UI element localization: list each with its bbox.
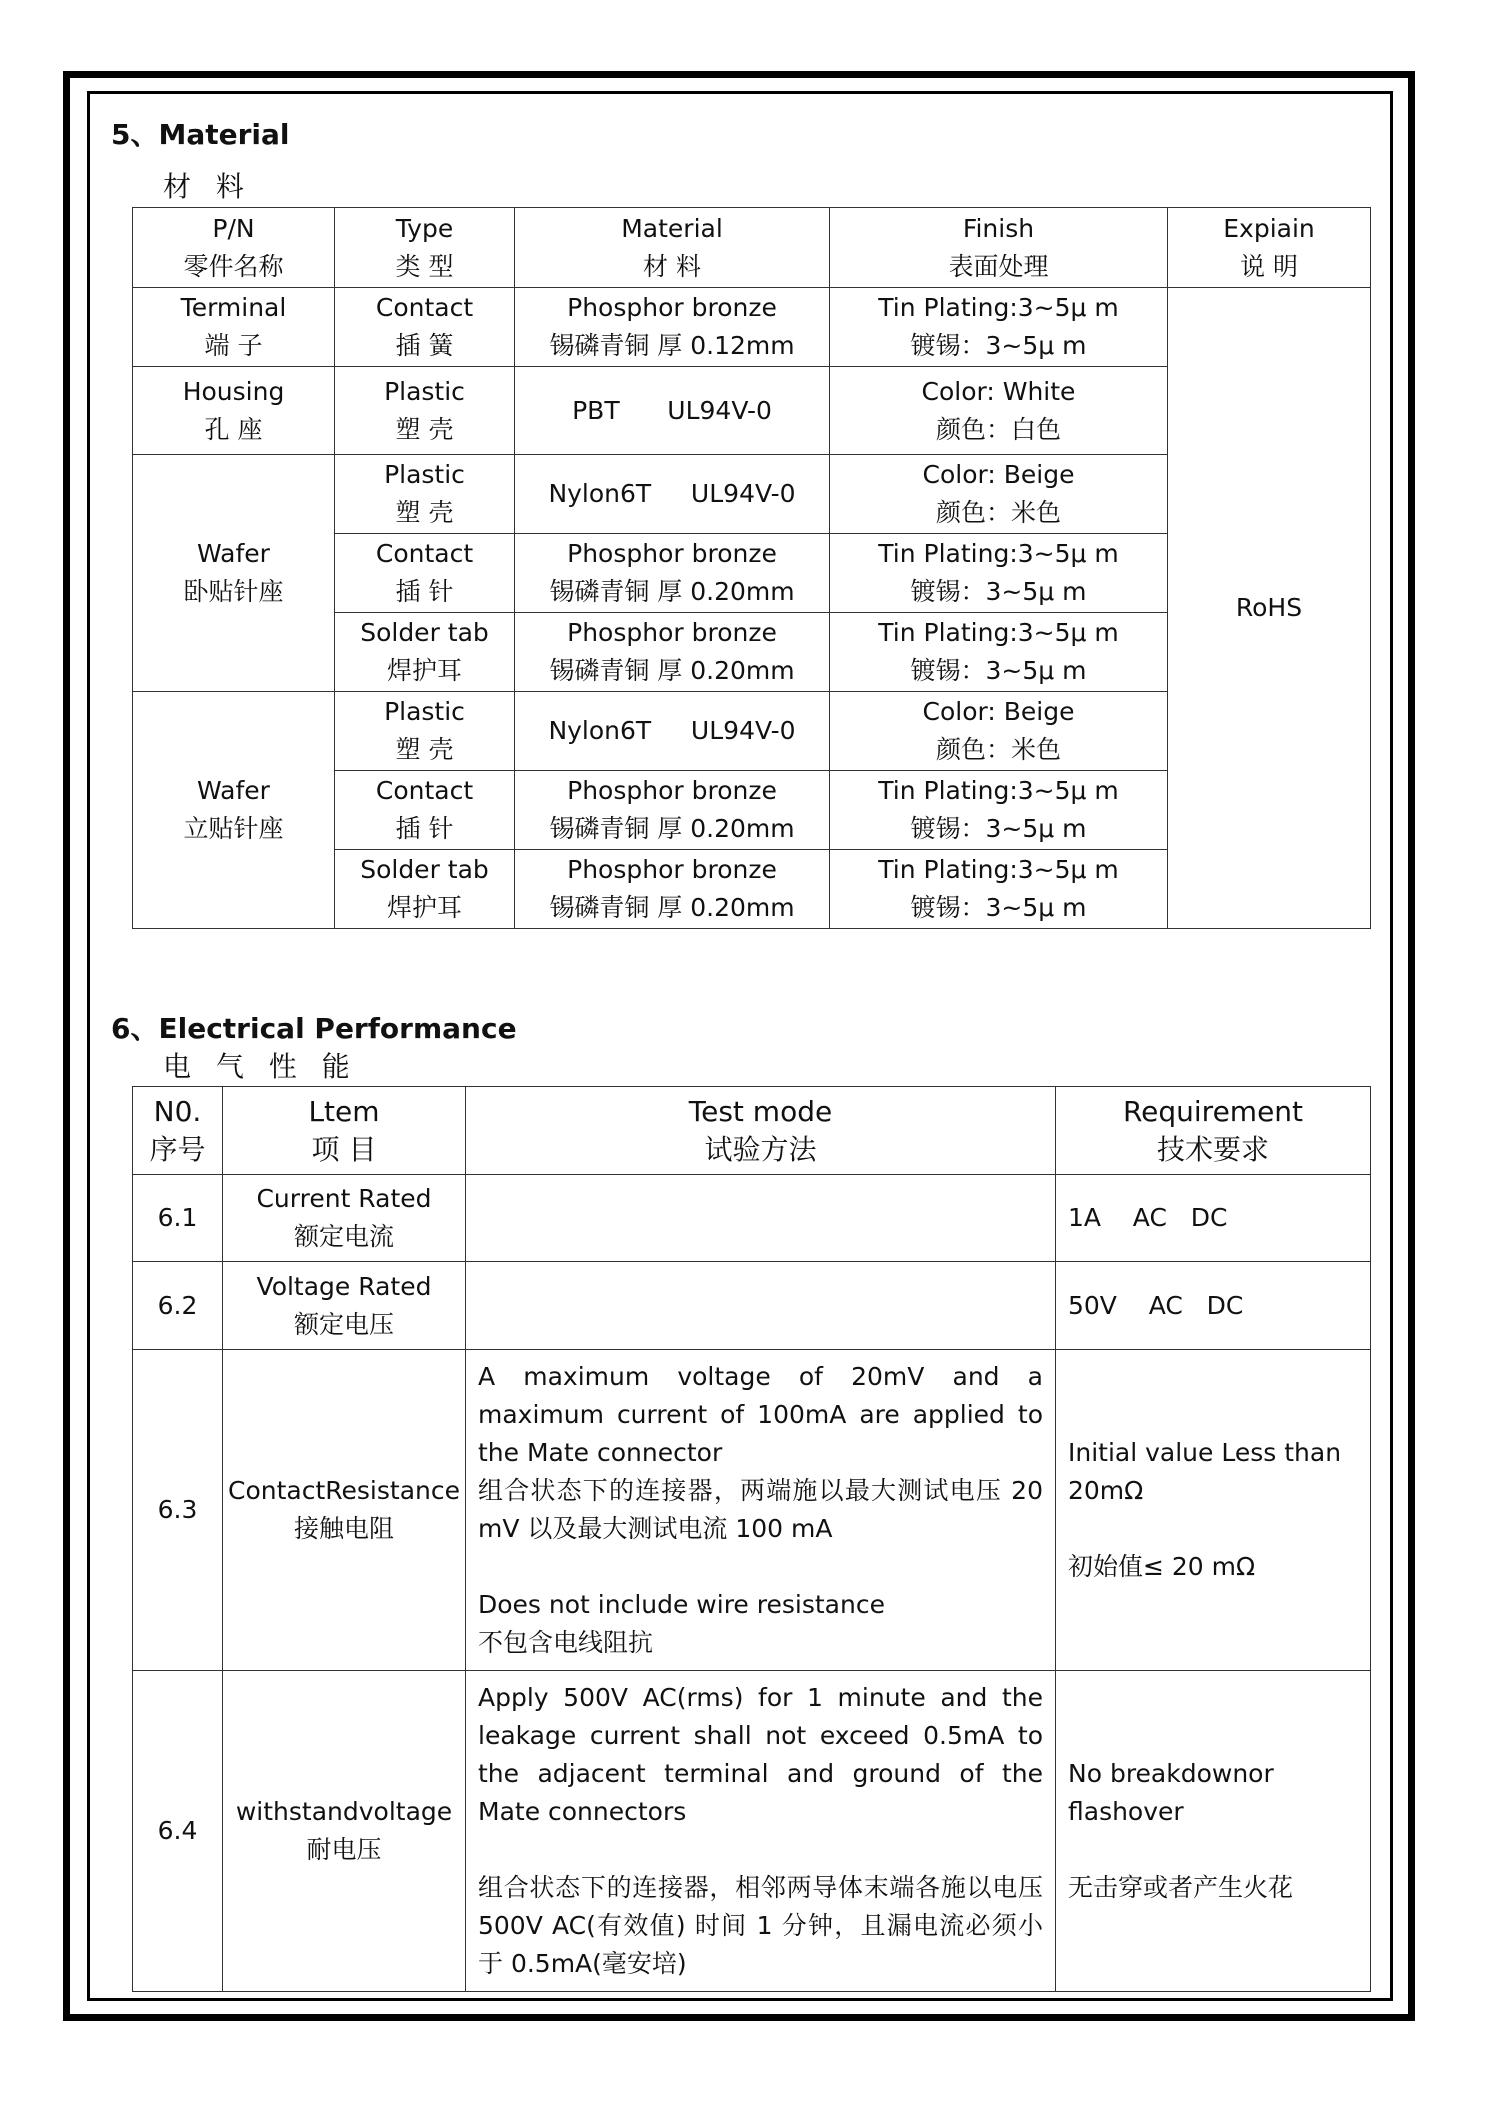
item-cell: withstandvoltage 耐电压 xyxy=(223,1671,466,1992)
finish-cell: Tin Plating:3~5μ m 镀锡：3~5μ m xyxy=(830,288,1168,367)
material-section-title: 5、Material xyxy=(111,118,290,151)
no-cell: 6.1 xyxy=(133,1175,223,1262)
finish-cell: Tin Plating:3~5μ m 镀锡：3~5μ m xyxy=(830,850,1168,929)
no-cell: 6.2 xyxy=(133,1262,223,1350)
pn-cell: Wafer 卧贴针座 xyxy=(133,455,335,692)
type-cell: Plastic 塑 壳 xyxy=(335,455,515,534)
table-row xyxy=(133,1350,1371,1671)
no-cell: 6.4 xyxy=(133,1671,223,1992)
header-cell: Type 类 型 xyxy=(335,208,515,288)
type-cell: Contact 插 针 xyxy=(335,534,515,613)
header-cell: N0. 序号 xyxy=(133,1087,223,1175)
test-cell: Apply 500V AC(rms) for 1 minute and the leakage current shall not exceed 0.5mA to the adjacent terminal and ground of the Mate connectors 组合状态下的连接器，相邻两导体末端各施以电压 500V AC(有效值) 时间 1 分钟，且漏电流必须小于 0.5mA(毫安培) xyxy=(466,1671,1056,1992)
finish-cell: Tin Plating:3~5μ m 镀锡：3~5μ m xyxy=(830,534,1168,613)
table-row xyxy=(133,288,1371,367)
table-header-row xyxy=(133,1087,1371,1175)
material-cell: Nylon6T UL94V-0 xyxy=(515,692,830,771)
explain-cell: RoHS xyxy=(1168,288,1371,929)
header-cell: Material 材 料 xyxy=(515,208,830,288)
item-cell: ContactResistance 接触电阻 xyxy=(223,1350,466,1671)
type-cell: Solder tab 焊护耳 xyxy=(335,850,515,929)
requirement-cell: 1A AC DC xyxy=(1056,1175,1371,1262)
header-cell: Finish 表面处理 xyxy=(830,208,1168,288)
electrical-section-title: 6、Electrical Performance xyxy=(111,1012,517,1045)
test-cell: A maximum voltage of 20mV and a maximum current of 100mA are applied to the Mate connector 组合状态下的连接器，两端施以最大测试电压 20 mV 以及最大测试电流 100 mA Does not include wire resistance 不包含电线阻抗 xyxy=(466,1350,1056,1671)
finish-cell: Tin Plating:3~5μ m 镀锡：3~5μ m xyxy=(830,771,1168,850)
type-cell: Contact 插 针 xyxy=(335,771,515,850)
table-row xyxy=(133,1262,1371,1350)
type-cell: Solder tab 焊护耳 xyxy=(335,613,515,692)
header-cell: Expiain 说 明 xyxy=(1168,208,1371,288)
test-cell xyxy=(466,1175,1056,1262)
requirement-cell: Initial value Less than 20mΩ 初始值≤ 20 mΩ xyxy=(1056,1350,1371,1671)
item-cell: Current Rated 额定电流 xyxy=(223,1175,466,1262)
no-cell: 6.3 xyxy=(133,1350,223,1671)
electrical-table xyxy=(132,1086,1371,1992)
type-cell: Contact 插 簧 xyxy=(335,288,515,367)
material-cell: PBT UL94V-0 xyxy=(515,367,830,455)
electrical-section-subtitle: 电 气 性 能 xyxy=(163,1050,358,1083)
finish-cell: Tin Plating:3~5μ m 镀锡：3~5μ m xyxy=(830,613,1168,692)
material-cell: Phosphor bronze 锡磷青铜 厚 0.20mm xyxy=(515,534,830,613)
table-row xyxy=(133,1175,1371,1262)
type-cell: Plastic 塑 壳 xyxy=(335,367,515,455)
header-cell: Test mode 试验方法 xyxy=(466,1087,1056,1175)
type-cell: Plastic 塑 壳 xyxy=(335,692,515,771)
header-cell: P/N 零件名称 xyxy=(133,208,335,288)
pn-cell: Housing 孔 座 xyxy=(133,367,335,455)
header-cell: Requirement 技术要求 xyxy=(1056,1087,1371,1175)
material-cell: Phosphor bronze 锡磷青铜 厚 0.20mm xyxy=(515,771,830,850)
finish-cell: Color: Beige 颜色：米色 xyxy=(830,455,1168,534)
material-table xyxy=(132,207,1371,929)
material-section-subtitle: 材 料 xyxy=(163,170,252,203)
table-header-row xyxy=(133,208,1371,288)
requirement-cell: No breakdownor flashover 无击穿或者产生火花 xyxy=(1056,1671,1371,1992)
requirement-cell: 50V AC DC xyxy=(1056,1262,1371,1350)
test-cell xyxy=(466,1262,1056,1350)
material-cell: Nylon6T UL94V-0 xyxy=(515,455,830,534)
material-cell: Phosphor bronze 锡磷青铜 厚 0.20mm xyxy=(515,850,830,929)
finish-cell: Color: White 颜色：白色 xyxy=(830,367,1168,455)
material-cell: Phosphor bronze 锡磷青铜 厚 0.12mm xyxy=(515,288,830,367)
pn-cell: Terminal 端 子 xyxy=(133,288,335,367)
pn-cell: Wafer 立贴针座 xyxy=(133,692,335,929)
item-cell: Voltage Rated 额定电压 xyxy=(223,1262,466,1350)
finish-cell: Color: Beige 颜色：米色 xyxy=(830,692,1168,771)
header-cell: Ltem 项 目 xyxy=(223,1087,466,1175)
table-row xyxy=(133,1671,1371,1992)
material-cell: Phosphor bronze 锡磷青铜 厚 0.20mm xyxy=(515,613,830,692)
